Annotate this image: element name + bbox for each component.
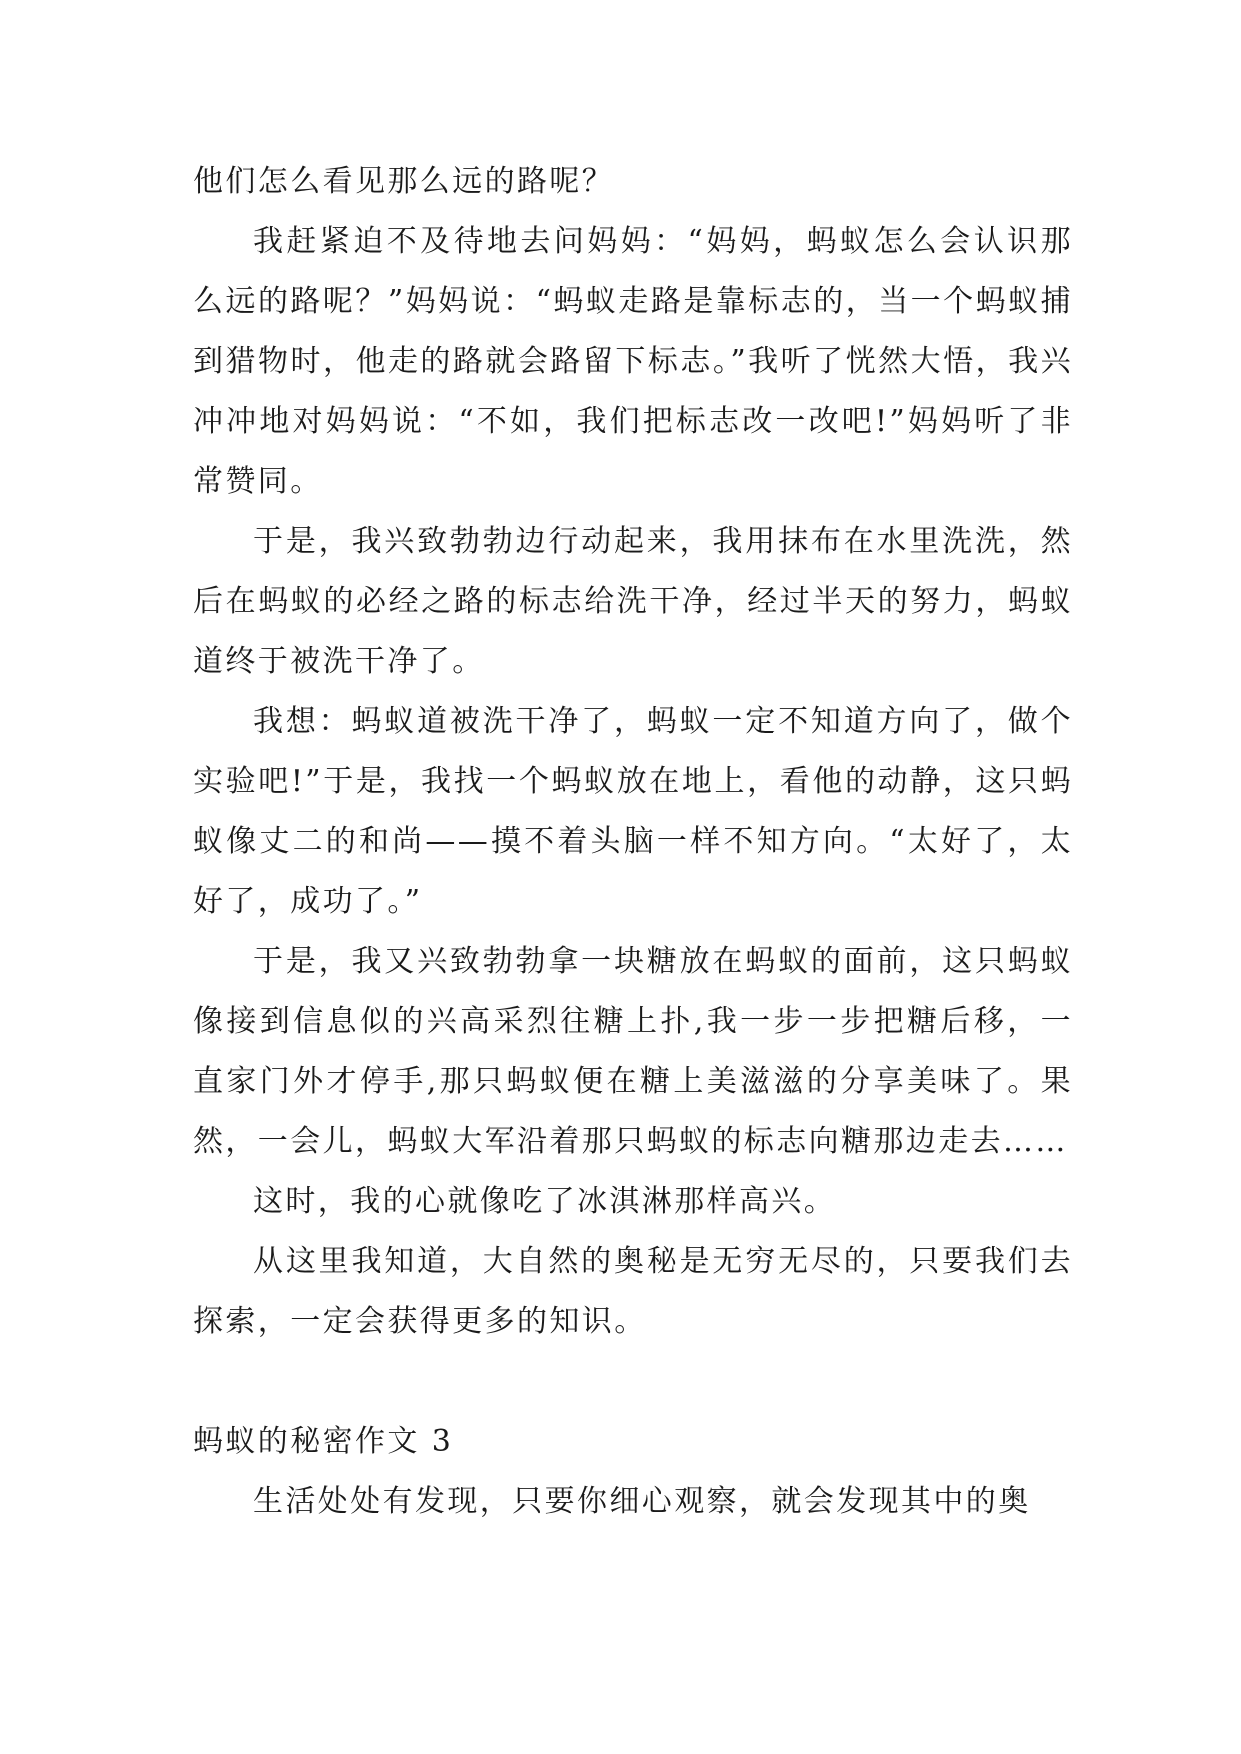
paragraph-sugar-test: 于是，我又兴致勃勃拿一块糖放在蚂蚁的面前，这只蚂蚁像接到信息似的兴高采烈往糖上扑,我一步一步把糖后移，一直家门外才停手,那只蚂蚁便在糖上美滋滋的分享美味了。果然，一会儿，蚂蚁大军沿着那只蚂蚁的标志向糖那边走去…… bbox=[193, 944, 1073, 1159]
opening-line: 他们怎么看见那么远的路呢？ bbox=[193, 164, 615, 199]
section-title: 蚂蚁的秘密作文 3 bbox=[193, 1424, 454, 1459]
paragraph-experiment: 我想：蚂蚁道被洗干净了，蚂蚁一定不知道方向了，做个实验吧!”于是，我找一个蚂蚁放在地上，看他的动静，这只蚂蚁像丈二的和尚——摸不着头脑一样不知方向。“太好了，太好了，成功了。” bbox=[193, 704, 1073, 919]
paragraph-conclusion: 从这里我知道，大自然的奥秘是无穷无尽的，只要我们去探索，一定会获得更多的知识。 bbox=[193, 1244, 1073, 1339]
paragraph-wash-trail: 于是，我兴致勃勃边行动起来，我用抹布在水里洗洗，然后在蚂蚁的必经之路的标志给洗干净，经过半天的努力，蚂蚁道终于被洗干净了。 bbox=[193, 524, 1073, 679]
paragraph-ask-mother: 我赶紧迫不及待地去问妈妈：“妈妈，蚂蚁怎么会认识那么远的路呢？”妈妈说：“蚂蚁走路是靠标志的，当一个蚂蚁捕到猎物时，他走的路就会路留下标志。”我听了恍然大悟，我兴冲冲地对妈妈说：“不如，我们把标志改一改吧!”妈妈听了非常赞同。 bbox=[193, 224, 1073, 499]
paragraph-happy: 这时，我的心就像吃了冰淇淋那样高兴。 bbox=[253, 1184, 837, 1219]
essay-body bbox=[193, 152, 1073, 1532]
section-first-paragraph: 生活处处有发现，只要你细心观察，就会发现其中的奥 bbox=[253, 1484, 1031, 1519]
